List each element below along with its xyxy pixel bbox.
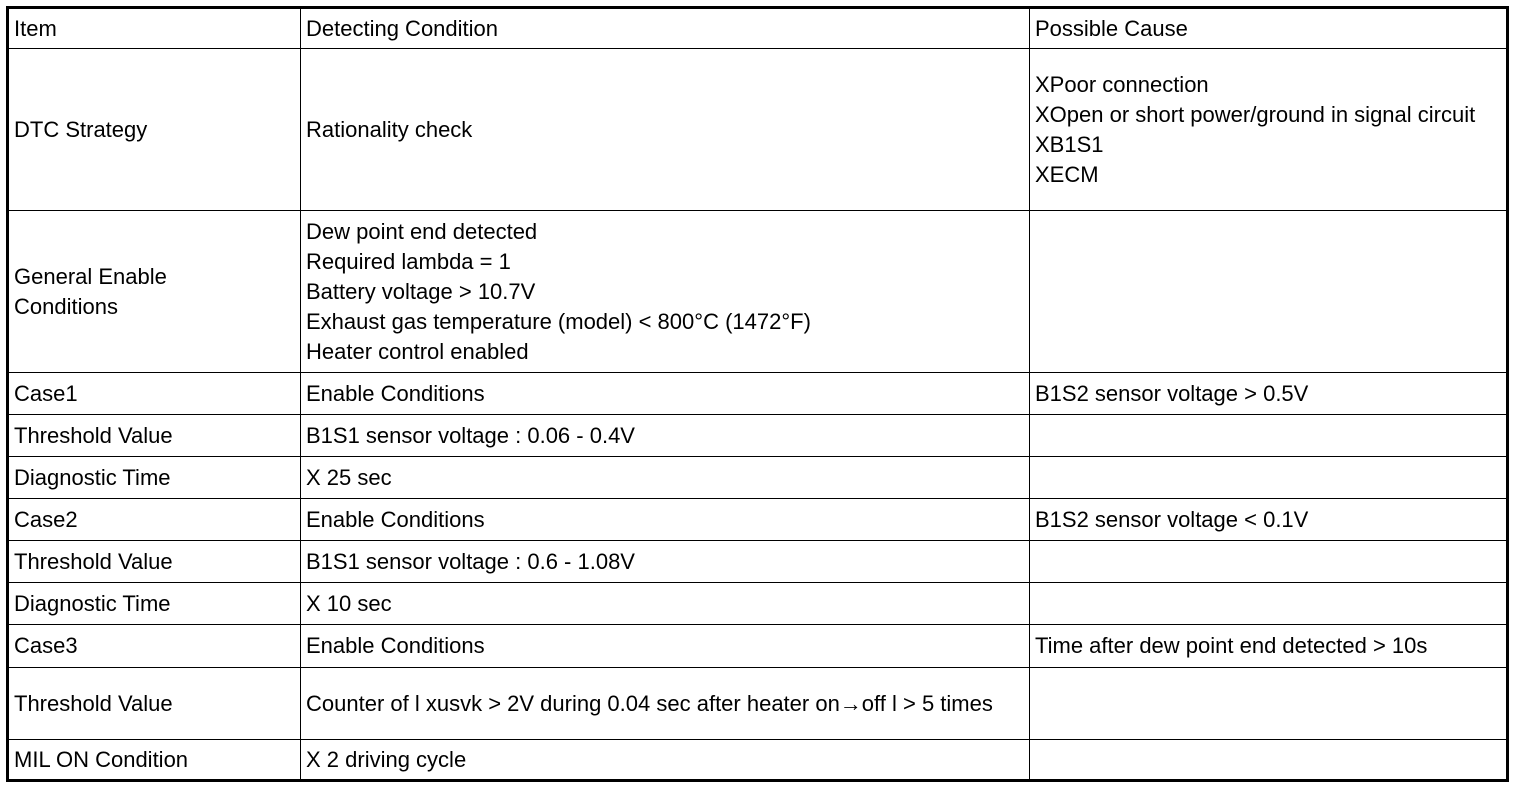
- table-row: [8, 625, 1508, 668]
- row-condition-cell: X 2 driving cycle: [301, 740, 1030, 781]
- row-item-cell: General Enable Conditions: [8, 211, 301, 373]
- row-condition-cell: Enable Conditions: [301, 373, 1030, 415]
- table-row: [8, 457, 1508, 499]
- row-item-cell: MIL ON Condition: [8, 740, 301, 781]
- row-cause-cell: [1030, 583, 1508, 625]
- table-row: [8, 499, 1508, 541]
- row-item-cell: Diagnostic Time: [8, 457, 301, 499]
- header-possible-cause: Possible Cause: [1030, 8, 1508, 49]
- row-cause-cell: [1030, 457, 1508, 499]
- row-cause-cell: [1030, 541, 1508, 583]
- row-cause-cell: [1030, 211, 1508, 373]
- row-condition-cell: Enable Conditions: [301, 625, 1030, 668]
- row-condition-cell: B1S1 sensor voltage : 0.6 - 1.08V: [301, 541, 1030, 583]
- table-row: [8, 583, 1508, 625]
- row-item-cell: Case2: [8, 499, 301, 541]
- row-condition-cell: Enable Conditions: [301, 499, 1030, 541]
- row-item-cell: Threshold Value: [8, 415, 301, 457]
- row-condition-cell: Rationality check: [301, 49, 1030, 211]
- row-cause-cell: XPoor connection XOpen or short power/ground in signal circuit XB1S1 XECM: [1030, 49, 1508, 211]
- table-row: [8, 415, 1508, 457]
- table-row: [8, 49, 1508, 211]
- table-row: [8, 740, 1508, 781]
- header-item: Item: [8, 8, 301, 49]
- row-item-cell: Diagnostic Time: [8, 583, 301, 625]
- row-cause-cell: [1030, 740, 1508, 781]
- row-condition-cell: Dew point end detected Required lambda = 1 Battery voltage > 10.7V Exhaust gas temperature (model) < 800°C (1472°F) Heater control enabled: [301, 211, 1030, 373]
- row-cause-cell: [1030, 415, 1508, 457]
- table-row: [8, 668, 1508, 740]
- dtc-spec-table: [6, 6, 1509, 782]
- table-row: [8, 373, 1508, 415]
- row-condition-cell: X 10 sec: [301, 583, 1030, 625]
- row-item-cell: DTC Strategy: [8, 49, 301, 211]
- table-header-row: [8, 8, 1508, 49]
- row-item-cell: Threshold Value: [8, 668, 301, 740]
- row-item-cell: Case3: [8, 625, 301, 668]
- row-item-cell: Threshold Value: [8, 541, 301, 583]
- row-cause-cell: [1030, 668, 1508, 740]
- row-condition-cell: X 25 sec: [301, 457, 1030, 499]
- row-cause-cell: B1S2 sensor voltage > 0.5V: [1030, 373, 1508, 415]
- row-item-cell: Case1: [8, 373, 301, 415]
- row-condition-cell: Counter of l xusvk > 2V during 0.04 sec after heater on→off l > 5 times: [301, 668, 1030, 740]
- row-condition-cell: B1S1 sensor voltage : 0.06 - 0.4V: [301, 415, 1030, 457]
- table-row: [8, 211, 1508, 373]
- row-cause-cell: B1S2 sensor voltage < 0.1V: [1030, 499, 1508, 541]
- table-row: [8, 541, 1508, 583]
- row-cause-cell: Time after dew point end detected > 10s: [1030, 625, 1508, 668]
- header-detecting-condition: Detecting Condition: [301, 8, 1030, 49]
